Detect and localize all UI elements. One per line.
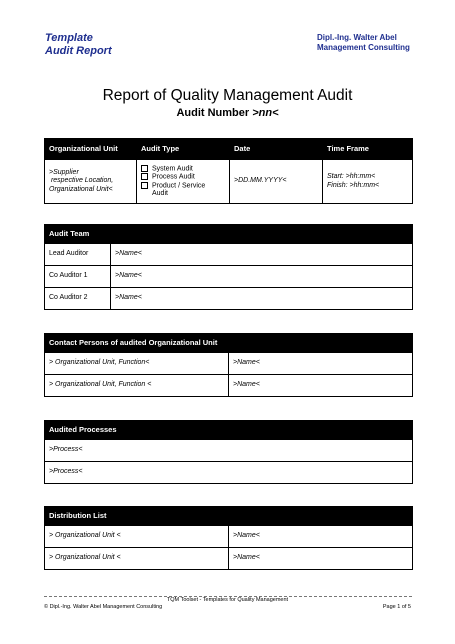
co-auditor-1-name[interactable]: >Name<	[111, 266, 413, 288]
footer-copyright: © Dipl.-Ing. Walter Abel Management Consulting	[44, 604, 163, 610]
process-row[interactable]: >Process<	[45, 462, 413, 484]
co-auditor-1-label: Co Auditor 1	[45, 266, 111, 288]
process-audit-checkbox[interactable]	[141, 173, 148, 180]
system-audit-checkbox[interactable]	[141, 165, 148, 172]
co-auditor-2-name[interactable]: >Name<	[111, 288, 413, 310]
company-name	[317, 33, 411, 53]
org-unit-line: Organizational Unit<	[49, 185, 113, 193]
processes-table	[44, 420, 413, 484]
org-unit-line: respective Location,	[49, 177, 114, 185]
processes-title: Audited Processes	[45, 421, 413, 440]
contact-name[interactable]: >Name<	[229, 375, 413, 397]
document-title: Report of Quality Management Audit	[102, 87, 353, 104]
distribution-unit[interactable]: > Organizational Unit <	[45, 548, 229, 570]
audit-type-label: Product / Service	[152, 182, 206, 190]
start-time: Start: >hh:mm<	[327, 173, 376, 180]
contact-unit[interactable]: > Organizational Unit, Function<	[45, 353, 229, 375]
audit-number	[0, 107, 455, 120]
header-time-frame: Time Frame	[323, 139, 413, 160]
audit-type-label: System Audit	[152, 165, 193, 173]
date-cell[interactable]: >DD.MM.YYYY<	[230, 160, 323, 204]
audit-team-table	[44, 224, 413, 310]
template-line1: Template	[45, 32, 93, 44]
audit-type-cell	[137, 160, 230, 204]
template-label	[45, 32, 112, 58]
template-line2: Audit Report	[45, 45, 112, 57]
audit-number-label: Audit Number	[176, 107, 250, 119]
lead-auditor-label: Lead Auditor	[45, 244, 111, 266]
audit-team-title: Audit Team	[45, 225, 413, 244]
header-date: Date	[230, 139, 323, 160]
overview-table	[44, 138, 413, 204]
lead-auditor-name[interactable]: >Name<	[111, 244, 413, 266]
audit-number-value: >nn<	[252, 107, 279, 119]
process-row[interactable]: >Process<	[45, 440, 413, 462]
distribution-table	[44, 506, 413, 570]
company-line1: Dipl.-Ing. Walter Abel	[317, 33, 397, 42]
distribution-title: Distribution List	[45, 507, 413, 526]
org-unit-line: >Supplier	[49, 168, 79, 176]
distribution-name[interactable]: >Name<	[229, 526, 413, 548]
company-line2: Management Consulting	[317, 43, 410, 52]
distribution-name[interactable]: >Name<	[229, 548, 413, 570]
time-frame-cell[interactable]	[323, 160, 413, 204]
page-number: Page 1 of 5	[382, 604, 411, 610]
distribution-unit[interactable]: > Organizational Unit <	[45, 526, 229, 548]
co-auditor-2-label: Co Auditor 2	[45, 288, 111, 310]
header-org-unit: Organizational Unit	[45, 139, 137, 160]
contact-unit[interactable]: > Organizational Unit, Function <	[45, 375, 229, 397]
contact-name[interactable]: >Name<	[229, 353, 413, 375]
audit-type-label: Process Audit	[152, 173, 195, 181]
audit-type-label: Audit	[152, 190, 168, 198]
contacts-table	[44, 333, 413, 397]
header-audit-type: Audit Type	[137, 139, 230, 160]
org-unit-cell[interactable]	[45, 160, 137, 204]
contacts-title: Contact Persons of audited Organizational Unit	[45, 334, 413, 353]
finish-time: Finish: >hh:mm<	[327, 181, 380, 189]
product-audit-checkbox[interactable]	[141, 182, 148, 189]
footer-center: TQM Toolset - Templates for Quality Management	[166, 597, 289, 603]
